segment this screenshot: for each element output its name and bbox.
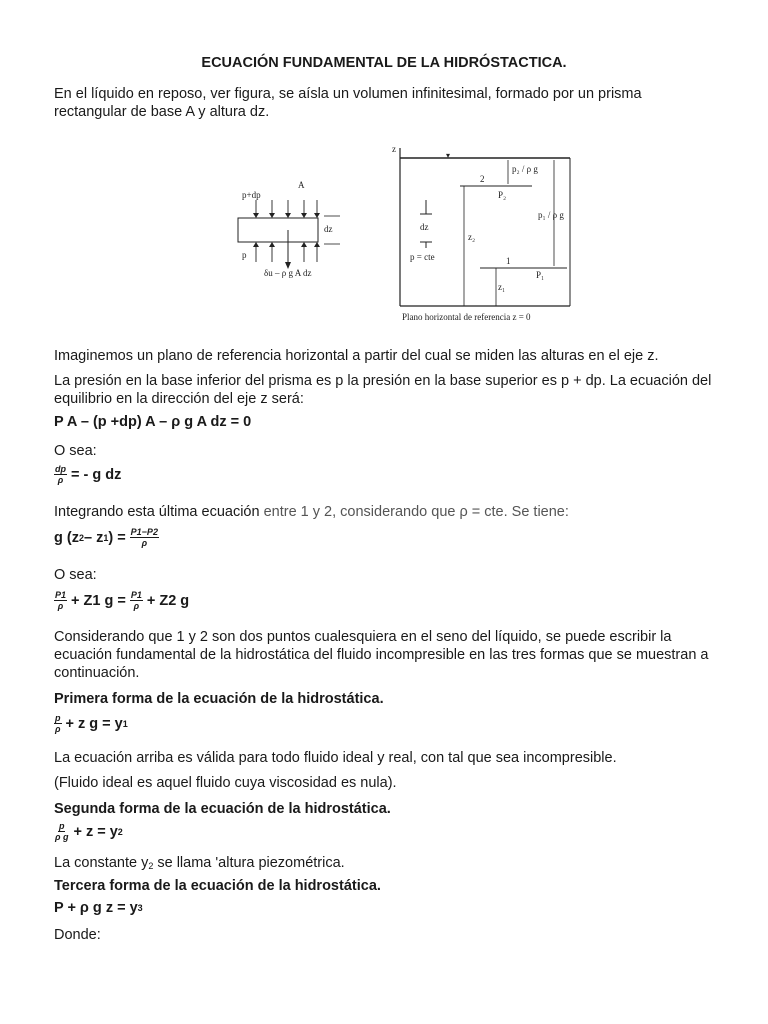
fig-label-p2rg: p₂ / ρ g	[512, 164, 538, 174]
fraction-p1-p2: $\frac{P1-P2}{\rho}$	[130, 527, 158, 548]
fig-label-z1: z₁	[498, 282, 506, 292]
equation-third-form: P + ρ g z = y 3	[54, 900, 143, 916]
para-reference-plane: Imaginemos un plano de referencia horizontal a partir del cual se miden las alturas en el eje z.	[54, 348, 659, 364]
arrowheads-top	[253, 213, 320, 218]
fig-label-dz2: dz	[420, 222, 429, 232]
fig-label-dz: dz	[324, 224, 333, 234]
para-integrating: Integrando esta última ecuación entre 1 y 2, considerando que ρ = cte. Se tiene:	[54, 504, 569, 520]
para-pressure: La presión en la base inferior del prisma es p la presión en la base superior es p + dp. La ecuación del equilibrio en la dirección del eje z será:	[54, 373, 712, 407]
fraction-p1-rho-2: $\frac{P1}{\rho}$	[130, 590, 142, 611]
equation-first-form: $\frac{p}{\rho}$ + z g = y 1	[55, 713, 128, 734]
fig-label-z2: z₂	[468, 232, 476, 242]
fig-label-plane: Plano horizontal de referencia z = 0	[402, 312, 531, 322]
para-piezometric: La constante $y_2$ se llama 'altura piezométrica.	[54, 855, 345, 871]
o-sea-2: O sea:	[54, 567, 97, 583]
fraction-p-rho-g: $\frac{p}{\text{ρ g}}$	[55, 821, 69, 842]
heading-first-form: Primera forma de la ecuación de la hidrostática.	[54, 691, 384, 707]
para-valid: La ecuación arriba es válida para todo fluido ideal y real, con tal que sea incompresible.	[54, 750, 617, 766]
page-title: ECUACIÓN FUNDAMENTAL DE LA HIDRÓSTACTICA.	[201, 55, 567, 71]
equation-integrated: g (z 2 – z 1 ) = $\frac{P1-P2}{\rho}$	[54, 527, 158, 548]
prism-rect	[238, 218, 318, 242]
pressure-arrows-bottom	[256, 244, 317, 262]
hydrostatic-figure	[232, 138, 592, 328]
fraction-p-rho: $\frac{p}{\rho}$	[55, 713, 61, 734]
svg-text:▾: ▾	[446, 151, 451, 160]
equation-p1-z1: $\frac{P1}{\rho}$ + Z1 g = $\frac{P1}{\rho}$ + Z2 g	[55, 590, 190, 611]
equation-dp: $\frac{dp}{\rho}$ = - g dz	[55, 464, 122, 485]
fig-label-pcte: p = cte	[410, 252, 435, 262]
equation-equilibrium: P A – (p +dp) A – ρ g A dz = 0	[54, 414, 252, 430]
para-considering: Considerando que 1 y 2 son dos puntos cualesquiera en el seno del líquido, se puede escribir la ecuación fundamental de la hidrostática del fluido incompresible en las tres formas que se muestran a continuación.	[54, 629, 709, 681]
fig-label-z: z	[392, 144, 396, 154]
fig-label-2: 2	[480, 174, 485, 184]
fraction-dp-rho: $\frac{dp}{\rho}$	[55, 464, 66, 485]
fig-label-p1rg: p₁ / ρ g	[538, 210, 564, 220]
fig-label-A: A	[298, 180, 305, 190]
o-sea-1: O sea:	[54, 443, 97, 459]
heading-second-form: Segunda forma de la ecuación de la hidrostática.	[54, 801, 391, 817]
para-ideal-fluid: (Fluido ideal es aquel fluido cuya viscosidad es nula).	[54, 775, 397, 791]
fig-label-weight: δu – ρ g A dz	[264, 268, 312, 278]
fig-label-p: p	[242, 250, 247, 260]
arrowheads-bottom	[253, 242, 320, 247]
fig-label-pdp: p+dp	[242, 190, 261, 200]
intro-paragraph: En el líquido en reposo, ver figura, se aísla un volumen infinitesimal, formado por un prisma rectangular de base A y altura dz.	[54, 86, 642, 120]
heading-third-form: Tercera forma de la ecuación de la hidrostática.	[54, 878, 381, 894]
donde-label: Donde:	[54, 927, 101, 943]
fig-label-P2: P₂	[498, 190, 507, 200]
equation-second-form: $\frac{p}{\text{ρ g}}$ + z = y 2	[55, 821, 123, 842]
fig-label-1: 1	[506, 256, 511, 266]
fig-label-P1: P₁	[536, 270, 545, 280]
fraction-p1-rho: $\frac{P1}{\rho}$	[55, 590, 67, 611]
